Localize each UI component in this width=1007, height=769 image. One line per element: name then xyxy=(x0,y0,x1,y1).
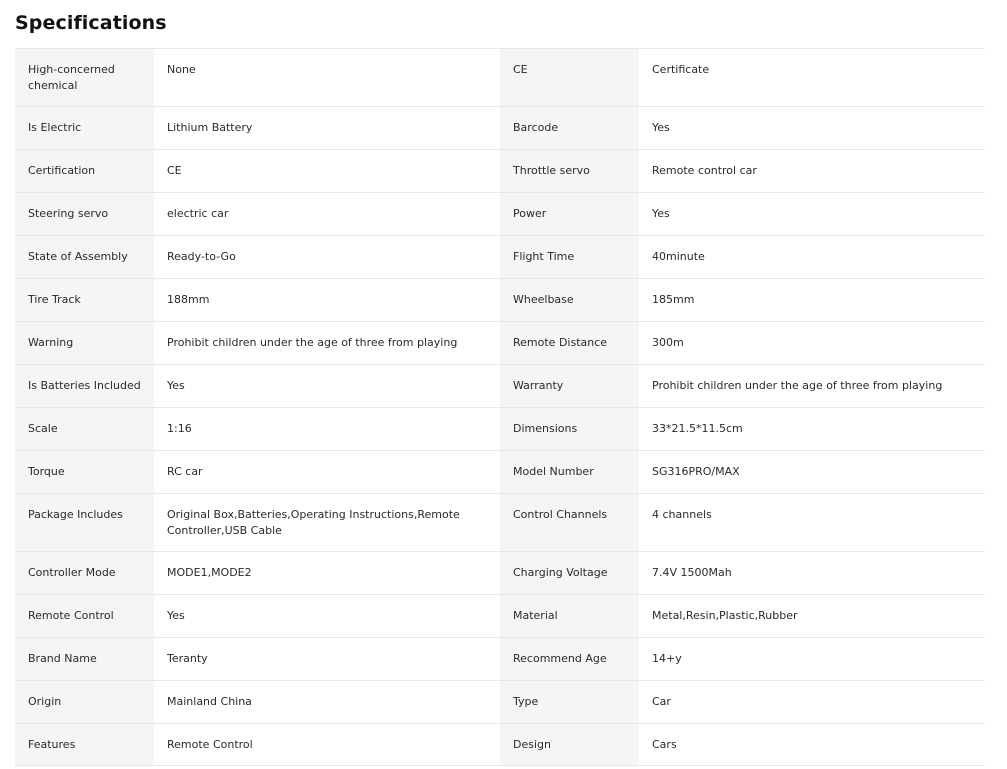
table-row xyxy=(15,595,985,638)
spec-label: Torque xyxy=(15,451,154,494)
spec-label: Type xyxy=(500,681,639,724)
table-row xyxy=(15,150,985,193)
spec-label: Is Batteries Included xyxy=(15,365,154,408)
spec-label: Control Channels xyxy=(500,494,639,552)
spec-label: High-concerned chemical xyxy=(15,49,154,107)
spec-label: Warranty xyxy=(500,365,639,408)
spec-value: 300m xyxy=(639,322,985,365)
spec-label: Brand Name xyxy=(15,638,154,681)
spec-label: Package Includes xyxy=(15,494,154,552)
spec-value: CE xyxy=(154,150,500,193)
table-row xyxy=(15,724,985,766)
table-row xyxy=(15,107,985,150)
table-row xyxy=(15,365,985,408)
spec-label: Flight Time xyxy=(500,236,639,279)
table-row xyxy=(15,193,985,236)
table-row xyxy=(15,494,985,552)
spec-label: Origin xyxy=(15,681,154,724)
spec-label: Design xyxy=(500,724,639,766)
table-row xyxy=(15,279,985,322)
spec-value: MODE1,MODE2 xyxy=(154,552,500,595)
spec-value: electric car xyxy=(154,193,500,236)
spec-value: 33*21.5*11.5cm xyxy=(639,408,985,451)
spec-label: Material xyxy=(500,595,639,638)
spec-value: Prohibit children under the age of three from playing xyxy=(154,322,500,365)
spec-label: State of Assembly xyxy=(15,236,154,279)
spec-value: Yes xyxy=(154,365,500,408)
spec-value: Lithium Battery xyxy=(154,107,500,150)
spec-value: Original Box,Batteries,Operating Instructions,Remote Controller,USB Cable xyxy=(154,494,500,552)
spec-label: Recommend Age xyxy=(500,638,639,681)
spec-value: RC car xyxy=(154,451,500,494)
spec-label: CE xyxy=(500,49,639,107)
spec-label: Wheelbase xyxy=(500,279,639,322)
spec-label: Certification xyxy=(15,150,154,193)
spec-value: Remote Control xyxy=(154,724,500,766)
spec-value: Certificate xyxy=(639,49,985,107)
spec-value: 1:16 xyxy=(154,408,500,451)
spec-label: Dimensions xyxy=(500,408,639,451)
spec-label: Throttle servo xyxy=(500,150,639,193)
spec-value: Yes xyxy=(639,107,985,150)
page-title: Specifications xyxy=(15,12,167,34)
spec-label: Steering servo xyxy=(15,193,154,236)
table-row xyxy=(15,638,985,681)
spec-value: 7.4V 1500Mah xyxy=(639,552,985,595)
spec-value: SG316PRO/MAX xyxy=(639,451,985,494)
table-row xyxy=(15,322,985,365)
spec-value: Yes xyxy=(639,193,985,236)
spec-label: Remote Control xyxy=(15,595,154,638)
spec-value: Teranty xyxy=(154,638,500,681)
spec-value: Ready-to-Go xyxy=(154,236,500,279)
spec-value: Cars xyxy=(639,724,985,766)
spec-label: Scale xyxy=(15,408,154,451)
spec-value: 4 channels xyxy=(639,494,985,552)
specifications-table xyxy=(15,48,985,766)
table-row xyxy=(15,552,985,595)
spec-value: 185mm xyxy=(639,279,985,322)
spec-value: Yes xyxy=(154,595,500,638)
spec-value: None xyxy=(154,49,500,107)
spec-value: 188mm xyxy=(154,279,500,322)
spec-value: Car xyxy=(639,681,985,724)
table-row xyxy=(15,236,985,279)
spec-label: Controller Mode xyxy=(15,552,154,595)
specifications-table-body xyxy=(15,49,985,766)
spec-label: Charging Voltage xyxy=(500,552,639,595)
spec-value: Remote control car xyxy=(639,150,985,193)
spec-label: Remote Distance xyxy=(500,322,639,365)
spec-value: 14+y xyxy=(639,638,985,681)
spec-value: Mainland China xyxy=(154,681,500,724)
spec-label: Features xyxy=(15,724,154,766)
table-row xyxy=(15,451,985,494)
spec-label: Warning xyxy=(15,322,154,365)
spec-label: Model Number xyxy=(500,451,639,494)
spec-label: Tire Track xyxy=(15,279,154,322)
table-row xyxy=(15,408,985,451)
spec-label: Barcode xyxy=(500,107,639,150)
spec-label: Is Electric xyxy=(15,107,154,150)
table-row xyxy=(15,49,985,107)
spec-value: Prohibit children under the age of three from playing xyxy=(639,365,985,408)
spec-value: 40minute xyxy=(639,236,985,279)
table-row xyxy=(15,681,985,724)
spec-label: Power xyxy=(500,193,639,236)
spec-value: Metal,Resin,Plastic,Rubber xyxy=(639,595,985,638)
